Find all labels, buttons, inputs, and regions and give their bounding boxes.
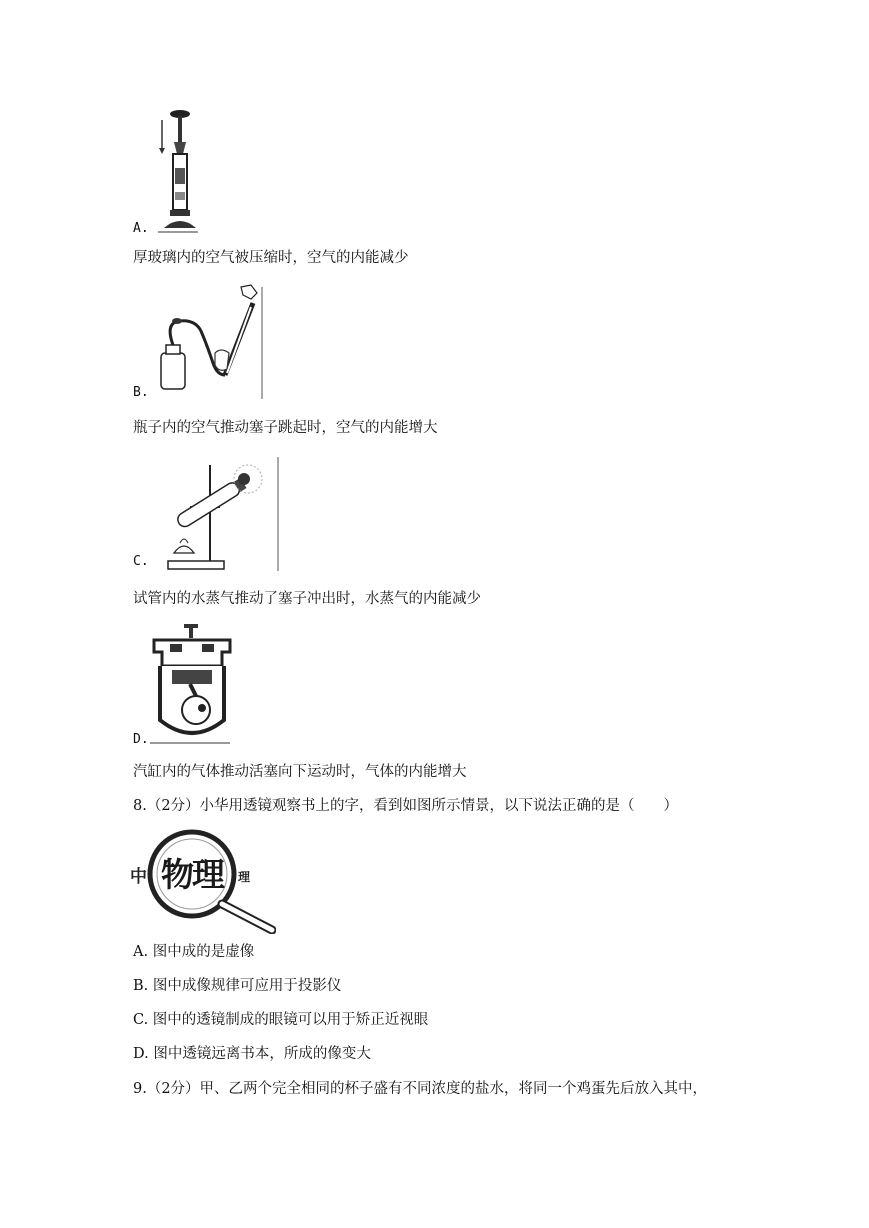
figure-magnified-chars: 物理 (161, 855, 223, 894)
figure-magnifying-glass (128, 826, 276, 934)
q8-option-d: D. 图中透镜远离书本，所成的像变大 (133, 1046, 371, 1062)
q8-option-a: A. 图中成的是虚像 (133, 944, 255, 960)
figure-engine-cylinder (150, 622, 234, 746)
option-c-letter: C. (133, 554, 149, 569)
option-d-text: 汽缸内的气体推动活塞向下运动时，气体的内能增大 (133, 764, 467, 780)
q8-option-c: C. 图中的透镜制成的眼镜可以用于矫正近视眼 (133, 1012, 429, 1028)
option-c-text: 试管内的水蒸气推动了塞子冲出时，水蒸气的内能减少 (133, 591, 481, 607)
option-b-letter: B. (133, 385, 149, 400)
question-8-stem: 8.（2分）小华用透镜观察书上的字，看到如图所示情景，以下说法正确的是（ ） (133, 798, 679, 814)
option-b-text: 瓶子内的空气推动塞子跳起时，空气的内能增大 (133, 420, 438, 436)
figure-bottle-pump (155, 283, 265, 401)
q8-option-b: B. 图中成像规律可应用于投影仪 (133, 978, 342, 994)
figure-left-char: 中 (130, 867, 147, 887)
option-a-letter: A. (133, 221, 149, 236)
option-a-text: 厚玻璃内的空气被压缩时，空气的内能减少 (133, 250, 409, 266)
option-d-letter: D. (133, 732, 149, 747)
figure-right-char: 理 (238, 870, 251, 884)
figure-fire-syringe (150, 108, 210, 238)
question-9-stem: 9.（2分）甲、乙两个完全相同的杯子盛有不同浓度的盐水，将同一个鸡蛋先后放入其中， (133, 1081, 708, 1097)
figure-test-tube-stand (160, 455, 282, 573)
